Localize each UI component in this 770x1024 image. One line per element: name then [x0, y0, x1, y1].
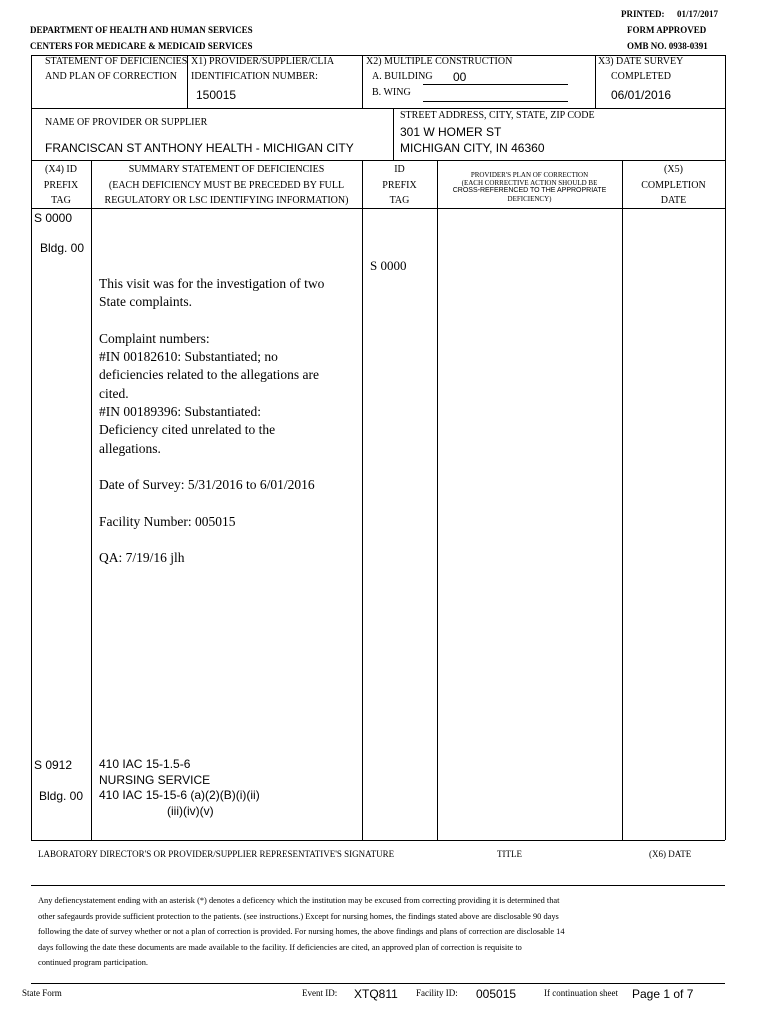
x4-header-2: PREFIX — [43, 180, 79, 191]
event-id-label: Event ID: — [302, 988, 338, 998]
building-value: 00 — [453, 70, 467, 84]
building-label: A. BUILDING — [372, 71, 433, 82]
title-label: TITLE — [497, 849, 522, 859]
disclaimer-line: other safegaurds provide sufficient protection to the patients. (see instructions.) Except for nursing homes, the findings stated above are disclosable 90 days — [38, 911, 559, 921]
regulation-line: 410 IAC 15-15-6 (a)(2)(B)(i)(ii) — [99, 788, 260, 802]
printed-date: 01/17/2017 — [677, 9, 719, 19]
disclaimer-line: Any defiencystatement ending with an asterisk (*) denotes a deficency which the institution may be excused from correcting providing it is determined that — [38, 896, 560, 905]
provider-id-value: 150015 — [196, 88, 237, 102]
summary-line — [99, 495, 361, 513]
wing-label: B. WING — [372, 87, 411, 98]
summary-line: This visit was for the investigation of two — [99, 276, 325, 291]
tag-s0000: S 0000 — [34, 211, 73, 225]
regulation-line: 410 IAC 15-1.5-6 — [99, 757, 191, 771]
disclaimer-line: days following the date these documents are made available to the facility. If deficiencies are cited, an approved plan of correction is requisite to — [38, 942, 522, 952]
x4-header-3: TAG — [51, 195, 71, 206]
x6-date-label: (X6) DATE — [649, 849, 692, 859]
summary-line: Complaint numbers: — [99, 330, 210, 346]
bldg-00-first: Bldg. 00 — [40, 241, 85, 255]
x5-header-3: DATE — [660, 195, 687, 206]
x2-label: X2) MULTIPLE CONSTRUCTION — [366, 56, 513, 67]
x5-header-1: (X5) — [664, 164, 683, 175]
summary-text — [99, 275, 361, 568]
tag-s0912: S 0912 — [34, 758, 73, 772]
summary-header-1: SUMMARY STATEMENT OF DEFICIENCIES — [128, 164, 325, 175]
bldg-00-second: Bldg. 00 — [39, 789, 84, 803]
plan-header-1: PROVIDER'S PLAN OF CORRECTION — [470, 171, 589, 179]
address-line-2: MICHIGAN CITY, IN 46360 — [400, 141, 545, 155]
survey-date-value: 06/01/2016 — [611, 88, 672, 102]
summary-line: Deficiency cited unrelated to the — [99, 422, 276, 438]
printed-label: PRINTED: — [621, 9, 665, 19]
plan-header-2: (EACH CORRECTIVE ACTION SHOULD BE — [461, 179, 598, 187]
regulation-line: (iii)(iv)(v) — [167, 803, 214, 818]
regulation-line: NURSING SERVICE — [99, 772, 211, 787]
statement-label-1: STATEMENT OF DEFICIENCIES — [45, 56, 188, 67]
provider-name-label: NAME OF PROVIDER OR SUPPLIER — [45, 117, 208, 128]
disclaimer-line: continued program participation. — [38, 958, 149, 967]
summary-line: QA: 7/19/16 jlh — [99, 550, 185, 566]
continuation-label: If continuation sheet — [544, 988, 618, 998]
plan-header-4: DEFICIENCY) — [507, 195, 552, 203]
page-number: Page 1 of 7 — [632, 987, 694, 1001]
x3-label: X3) DATE SURVEY — [598, 56, 684, 67]
statement-label-2: AND PLAN OF CORRECTION — [45, 71, 177, 82]
x3-label-2: COMPLETED — [611, 71, 671, 82]
summary-header-3: REGULATORY OR LSC IDENTIFYING INFORMATION) — [104, 195, 349, 206]
facility-id-label: Facility ID: — [416, 988, 458, 998]
disclaimer-line: following the date of survey whether or not a plan of correction is provided. For nursing homes, the above findings and plans of correction are disclosable 14 — [38, 927, 565, 936]
regulation-text — [99, 757, 260, 819]
department-title: DEPARTMENT OF HEALTH AND HUMAN SERVICES — [30, 25, 253, 35]
x1-label-2: IDENTIFICATION NUMBER: — [191, 71, 318, 82]
summary-line: Facility Number: 005015 — [99, 513, 236, 529]
tag-s0000-right: S 0000 — [370, 258, 407, 273]
id-header-3: TAG — [389, 195, 410, 206]
x1-label: X1) PROVIDER/SUPPLIER/CLIA — [191, 56, 335, 67]
address-label: STREET ADDRESS, CITY, STATE, ZIP CODE — [400, 110, 595, 121]
summary-line — [99, 458, 361, 476]
signature-label: LABORATORY DIRECTOR'S OR PROVIDER/SUPPLIER REPRESENTATIVE'S SIGNATURE — [38, 849, 395, 859]
x5-header-2: COMPLETION — [641, 180, 706, 191]
summary-header-2: (EACH DEFICIENCY MUST BE PRECEDED BY FULL — [108, 180, 345, 191]
address-line-1: 301 W HOMER ST — [400, 125, 502, 139]
id-header-2: PREFIX — [382, 180, 417, 191]
summary-line — [99, 312, 361, 330]
x4-header-1: (X4) ID — [45, 164, 77, 175]
state-form-label: State Form — [22, 988, 62, 998]
omb-number: OMB NO. 0938-0391 — [627, 41, 708, 51]
summary-line: allegations. — [99, 440, 161, 456]
summary-line: Date of Survey: 5/31/2016 to 6/01/2016 — [99, 477, 315, 493]
summary-line: State complaints. — [99, 294, 192, 310]
summary-line — [99, 531, 361, 549]
event-id-value: XTQ811 — [354, 987, 398, 1001]
id-header-1: ID — [394, 164, 405, 175]
provider-name-value: FRANCISCAN ST ANTHONY HEALTH - MICHIGAN CITY — [45, 141, 354, 155]
summary-line: cited. — [99, 385, 129, 401]
plan-header-3: CROSS-REFERENCED TO THE APPROPRIATE — [452, 187, 607, 194]
disclaimer — [38, 893, 718, 971]
summary-line: #IN 00182610: Substantiated; no — [99, 349, 278, 365]
facility-id-value: 005015 — [476, 987, 517, 1001]
summary-line: deficiencies related to the allegations are — [99, 367, 320, 383]
form-approved: FORM APPROVED — [627, 25, 707, 35]
centers-title: CENTERS FOR MEDICARE & MEDICAID SERVICES — [30, 41, 253, 51]
summary-line: #IN 00189396: Substantiated: — [99, 404, 261, 420]
